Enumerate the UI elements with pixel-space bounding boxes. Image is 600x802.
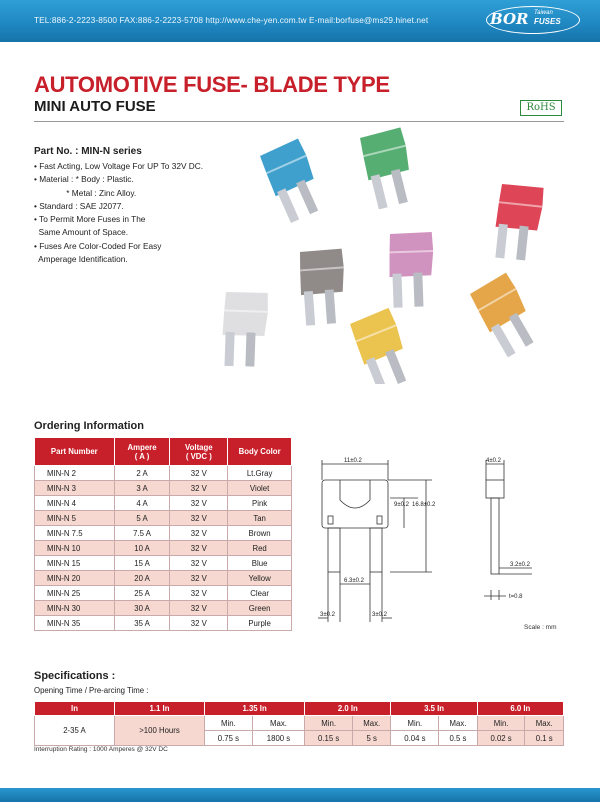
logo-word: FUSES: [534, 17, 561, 26]
spec-2-0-min: 0.15 s: [305, 731, 353, 746]
fuse-clear: [212, 281, 277, 375]
spec-over-1-1: >100 Hours: [115, 716, 205, 746]
row-voltage: 32 V: [170, 526, 228, 541]
row-voltage: 32 V: [170, 586, 228, 601]
row-body-color: Clear: [228, 586, 292, 601]
spec-min-label: Min.: [477, 716, 525, 731]
row-voltage: 32 V: [170, 481, 228, 496]
row-ampere: 7.5 A: [114, 526, 170, 541]
feature-item: Amperage Identification.: [34, 254, 128, 265]
col-voltage: Voltage ( VDC ): [170, 438, 228, 466]
spec-max-label: Max.: [525, 716, 564, 731]
fuse-product-illustration: [212, 124, 582, 384]
row-body-color: Red: [228, 541, 292, 556]
logo-region: Taiwan: [534, 10, 553, 16]
row-ampere: 2 A: [114, 466, 170, 481]
feature-item: • To Permit More Fuses in The: [34, 214, 146, 225]
fuse-brown: [285, 240, 351, 331]
row-part-number: MIN-N 25: [35, 586, 115, 601]
col-part-number: Part Number: [35, 438, 115, 466]
dim-height-total: 16.8±0.2: [412, 502, 436, 508]
fuse-yellow: [349, 307, 407, 384]
spec-1-35-min: 0.75 s: [205, 731, 253, 746]
row-ampere: 3 A: [114, 481, 170, 496]
spec-1-35-max: 1800 s: [252, 731, 304, 746]
header-bar: [0, 0, 600, 42]
row-body-color: Blue: [228, 556, 292, 571]
row-ampere: 35 A: [114, 616, 170, 631]
row-voltage: 32 V: [170, 571, 228, 586]
scale-label: Scale : mm: [524, 624, 557, 631]
row-ampere: 4 A: [114, 496, 170, 511]
row-body-color: Green: [228, 601, 292, 616]
spec-3-5-min: 0.04 s: [391, 731, 439, 746]
row-part-number: MIN-N 3: [35, 481, 115, 496]
col-body-color: Body Color: [228, 438, 292, 466]
fuse-green: [358, 126, 411, 210]
spec-head-3-5: 3.5 In: [391, 702, 477, 716]
ordering-row: [35, 541, 292, 556]
spec-head-in: In: [35, 702, 115, 716]
dim-side-width: 4±0.2: [486, 458, 501, 464]
ordering-row: [35, 481, 292, 496]
feature-item: • Fuses Are Color-Coded For Easy: [34, 240, 162, 251]
row-part-number: MIN-N 10: [35, 541, 115, 556]
fuse-tan: [467, 270, 536, 362]
ordering-row: [35, 526, 292, 541]
row-body-color: Violet: [228, 481, 292, 496]
spec-6-0-min: 0.02 s: [477, 731, 525, 746]
page-subtitle: MINI AUTO FUSE: [34, 98, 156, 115]
row-voltage: 32 V: [170, 511, 228, 526]
row-voltage: 32 V: [170, 496, 228, 511]
logo-brand: BOR: [490, 10, 529, 28]
row-part-number: MIN-N 2: [35, 466, 115, 481]
spec-min-label: Min.: [205, 716, 253, 731]
col-ampere: Ampere ( A ): [114, 438, 170, 466]
ordering-row: [35, 586, 292, 601]
ordering-row: [35, 466, 292, 481]
spec-head-6-0: 6.0 In: [477, 702, 563, 716]
ordering-row: [35, 496, 292, 511]
spec-6-0-max: 0.1 s: [525, 731, 564, 746]
dimension-drawing: [300, 450, 570, 640]
row-body-color: Brown: [228, 526, 292, 541]
dim-side-pin: 3.2±0.2: [510, 562, 530, 568]
rohs-badge: RoHS: [520, 100, 562, 116]
fuse-violet: [373, 222, 442, 314]
row-part-number: MIN-N 35: [35, 616, 115, 631]
spec-head-2-0: 2.0 In: [305, 702, 391, 716]
part-number: Part No. : MIN-N series: [34, 146, 142, 157]
ordering-table: [34, 437, 292, 631]
ordering-row: [35, 571, 292, 586]
row-body-color: Purple: [228, 616, 292, 631]
dim-width: 11±0.2: [344, 458, 362, 464]
ordering-row: [35, 511, 292, 526]
row-ampere: 5 A: [114, 511, 170, 526]
spec-max-label: Max.: [439, 716, 477, 731]
row-part-number: MIN-N 15: [35, 556, 115, 571]
row-part-number: MIN-N 7.5: [35, 526, 115, 541]
specifications-title: Specifications :: [34, 670, 116, 682]
row-body-color: Lt.Gray: [228, 466, 292, 481]
feature-item: Same Amount of Space.: [34, 227, 129, 238]
row-voltage: 32 V: [170, 616, 228, 631]
title-divider: [34, 121, 564, 122]
row-body-color: Tan: [228, 511, 292, 526]
row-part-number: MIN-N 4: [35, 496, 115, 511]
ordering-row: [35, 601, 292, 616]
feature-item: * Metal : Zinc Alloy.: [34, 187, 137, 198]
specifications-subtitle: Opening Time / Pre-arcing Time :: [34, 686, 149, 695]
feature-item: • Fast Acting, Low Voltage For UP To 32V DC.: [34, 161, 204, 171]
contact-info: TEL:886-2-2223-8500 FAX:886-2-2223-5708 http://www.che-yen.com.tw E-mail:borfuse@ms29.hinet.net: [34, 15, 429, 25]
spec-head-1-35: 1.35 In: [205, 702, 305, 716]
page-title: AUTOMOTIVE FUSE- BLADE TYPE: [34, 72, 390, 97]
row-voltage: 32 V: [170, 466, 228, 481]
dim-height-inner: 9±0.2: [394, 502, 409, 508]
row-voltage: 32 V: [170, 601, 228, 616]
spec-head-1-1: 1.1 In: [115, 702, 205, 716]
feature-item: • Standard : SAE J2077.: [34, 200, 124, 211]
feature-item: • Material : * Body : Plastic.: [34, 174, 134, 185]
spec-2-0-max: 5 s: [353, 731, 391, 746]
dim-pin-left: 3±0.2: [320, 612, 335, 618]
bor-fuses-logo: [486, 6, 582, 36]
dim-thickness: t=0.8: [509, 594, 523, 600]
row-ampere: 10 A: [114, 541, 170, 556]
row-body-color: Pink: [228, 496, 292, 511]
footer-bar: [0, 788, 600, 802]
ordering-title: Ordering Information: [34, 420, 144, 432]
row-voltage: 32 V: [170, 556, 228, 571]
fuse-red: [476, 173, 553, 268]
row-part-number: MIN-N 30: [35, 601, 115, 616]
spec-3-5-max: 0.5 s: [439, 731, 477, 746]
row-part-number: MIN-N 20: [35, 571, 115, 586]
feature-list: [34, 160, 203, 266]
spec-max-label: Max.: [353, 716, 391, 731]
spec-max-label: Max.: [252, 716, 304, 731]
row-body-color: Yellow: [228, 571, 292, 586]
row-voltage: 32 V: [170, 541, 228, 556]
spec-range: 2-35 A: [35, 716, 115, 746]
row-ampere: 30 A: [114, 601, 170, 616]
row-ampere: 25 A: [114, 586, 170, 601]
ordering-row: [35, 616, 292, 631]
spec-min-label: Min.: [391, 716, 439, 731]
ordering-row: [35, 556, 292, 571]
row-ampere: 15 A: [114, 556, 170, 571]
dim-pin-right: 3±0.2: [372, 612, 387, 618]
dim-pin-gap: 6.3±0.2: [344, 578, 364, 584]
interruption-rating: Interruption Rating : 1000 Amperes @ 32V DC: [34, 746, 168, 753]
row-ampere: 20 A: [114, 571, 170, 586]
specifications-table: [34, 701, 564, 746]
fuse-blue: [258, 137, 319, 226]
row-part-number: MIN-N 5: [35, 511, 115, 526]
spec-min-label: Min.: [305, 716, 353, 731]
